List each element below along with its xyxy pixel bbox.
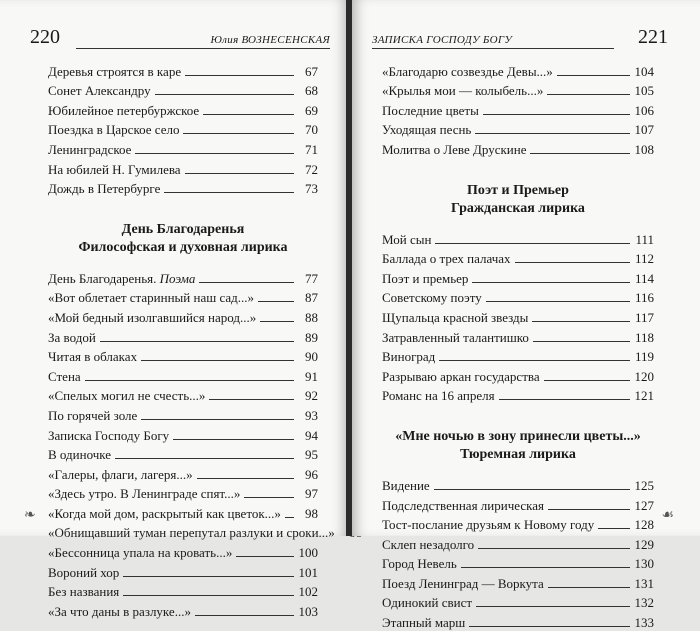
entry-title: Деревья строятся в каре	[48, 63, 182, 79]
entry-page-number: 107	[634, 122, 654, 138]
entry-page-number: 118	[634, 329, 654, 345]
entry-page-number: 103	[298, 603, 318, 619]
entry-title: Ленинградское	[48, 141, 132, 157]
entry-page-number: 117	[634, 309, 654, 325]
entry-title: Уходящая песнь	[382, 122, 472, 138]
entry-title: День Благодаренья. Поэма	[48, 270, 196, 286]
leader-line	[155, 94, 294, 95]
entry-page-number: 108	[634, 141, 654, 157]
toc-entry	[382, 99, 654, 119]
page-number: 220	[30, 26, 60, 48]
entry-page-number: 68	[305, 83, 318, 99]
entry-page-number: 94	[305, 427, 318, 443]
entry-title: Дождь в Петербурге	[48, 181, 161, 197]
toc-entry	[48, 365, 318, 385]
toc-entry	[382, 533, 654, 553]
toc-entry	[48, 424, 318, 444]
leader-line	[483, 114, 630, 115]
entry-page-number: 106	[634, 102, 654, 118]
entry-title: Советскому поэту	[382, 290, 482, 306]
leader-line	[547, 94, 630, 95]
section-title: «Мне ночью в зону принесли цветы...»	[395, 429, 641, 445]
section-subtitle: Философская и духовная лирика	[78, 240, 288, 256]
entry-page-number: 95	[305, 447, 318, 463]
entry-title: Стена	[48, 368, 81, 384]
leader-line	[141, 419, 294, 420]
toc-entry	[48, 385, 318, 405]
leader-line	[185, 173, 294, 174]
entry-title: Одинокий свист	[382, 595, 473, 611]
leader-line	[183, 133, 294, 134]
entry-page-number: 105	[634, 83, 654, 99]
toc-entry	[48, 80, 318, 100]
entry-title: Этапный марш	[382, 615, 466, 631]
entry-title: Поездка в Царское село	[48, 122, 180, 138]
leader-line	[209, 399, 294, 400]
entry-page-number: 71	[305, 141, 318, 157]
leader-line	[135, 153, 294, 154]
entry-page-number: 132	[634, 595, 654, 611]
toc-entry	[48, 522, 335, 542]
leader-line	[285, 517, 294, 518]
toc-entry	[382, 80, 654, 100]
toc-entry	[382, 248, 654, 268]
entry-title: «За что даны в разлуке...»	[48, 603, 191, 619]
leader-line	[557, 75, 630, 76]
entry-title: Затравленный талантишко	[382, 329, 529, 345]
entry-page-number: 125	[634, 477, 654, 493]
leader-line	[435, 243, 630, 244]
leader-line	[164, 192, 294, 193]
toc-entry	[382, 119, 654, 139]
section-title: День Благодаренья	[121, 222, 245, 238]
entry-page-number: 116	[634, 290, 654, 306]
leader-line	[478, 548, 630, 549]
section-title: Поэт и Премьер	[467, 182, 569, 198]
leader-line	[258, 301, 294, 302]
entry-title: «Галеры, флаги, лагеря...»	[48, 466, 193, 482]
leader-line	[475, 133, 630, 134]
entry-page-number: 69	[305, 102, 318, 118]
entry-page-number: 127	[634, 497, 654, 513]
toc-entry	[382, 306, 654, 326]
entry-page-number: 114	[634, 270, 654, 286]
leader-line	[548, 509, 630, 510]
toc-entry	[382, 326, 654, 346]
leader-line	[544, 380, 630, 381]
entry-page-number: 97	[305, 486, 318, 502]
leader-line	[469, 626, 630, 627]
entry-title: Поезд Ленинград — Воркута	[382, 575, 544, 591]
toc-entry	[382, 572, 654, 592]
entry-page-number: 131	[634, 575, 654, 591]
toc-entry	[382, 553, 654, 573]
toc-entry	[382, 60, 654, 80]
toc-entry	[48, 60, 318, 80]
leader-line	[173, 439, 294, 440]
entry-title: «Спелых могил не счесть...»	[48, 388, 206, 404]
leader-line	[100, 341, 294, 342]
leader-line	[236, 556, 294, 557]
entry-title: «Обнищавший туман перепутал разлуки и сроки...»	[48, 525, 335, 541]
leader-line	[123, 595, 294, 596]
entry-page-number: 92	[305, 388, 318, 404]
entry-title: Щупальца красной звезды	[382, 309, 529, 325]
entry-page-number: 88	[305, 309, 318, 325]
entry-page-number: 100	[298, 545, 318, 561]
entry-page-number: 128	[634, 517, 654, 533]
entry-title: Тост-послание друзьям к Новому году	[382, 517, 595, 533]
left-page	[0, 0, 348, 619]
flourish-ornament-icon: ❧	[24, 508, 36, 523]
toc-entry	[48, 483, 318, 503]
entry-title: Читая в облаках	[48, 349, 138, 365]
leader-line	[598, 528, 630, 529]
toc-entry	[48, 463, 318, 483]
entry-page-number: 67	[305, 63, 318, 79]
leader-line	[141, 360, 294, 361]
entry-page-number: 91	[305, 368, 318, 384]
entry-title: За водой	[48, 329, 96, 345]
toc-entry	[382, 494, 654, 514]
toc-entry	[382, 365, 654, 385]
toc-entry	[48, 502, 318, 522]
header-rule	[372, 48, 614, 49]
entry-title: Сонет Александру	[48, 83, 151, 99]
leader-line	[476, 606, 630, 607]
entry-page-number: 104	[634, 63, 654, 79]
toc-entry	[48, 561, 318, 581]
toc-entry	[48, 287, 318, 307]
entry-page-number: 129	[634, 536, 654, 552]
entry-title: Вороний хор	[48, 564, 120, 580]
entry-page-number: 96	[305, 466, 318, 482]
entry-title: Записка Господу Богу	[48, 427, 170, 443]
toc-entry	[48, 267, 318, 287]
entry-title: Склеп незадолго	[382, 536, 475, 552]
section-subtitle: Тюремная лирика	[460, 447, 576, 463]
leader-line	[260, 321, 294, 322]
entry-title: Город Невель	[382, 556, 457, 572]
header-rule	[76, 48, 330, 49]
flourish-ornament-icon: ☙	[661, 508, 674, 523]
entry-title: «Вот облетает старинный наш сад...»	[48, 290, 255, 306]
toc-entry	[48, 404, 318, 424]
entry-title: «Когда мой дом, раскрытый как цветок...»	[48, 505, 281, 521]
leader-line	[85, 380, 294, 381]
entry-title-italic: Поэма	[159, 270, 196, 286]
entry-page-number: 101	[298, 564, 318, 580]
entry-title: Молитва о Леве Друскине	[382, 141, 527, 157]
leader-line	[472, 282, 630, 283]
toc-entry	[382, 228, 654, 248]
leader-line	[115, 458, 294, 459]
toc-entry	[382, 474, 654, 494]
entry-title: Виноград	[382, 349, 436, 365]
toc-entry	[48, 346, 318, 366]
toc-entry	[382, 138, 654, 158]
leader-line	[499, 399, 630, 400]
toc-entry	[48, 99, 318, 119]
entry-page-number: 72	[305, 161, 318, 177]
toc-entry	[48, 326, 318, 346]
entry-page-number: 112	[634, 251, 654, 267]
entry-title: Мой сын	[382, 231, 432, 247]
toc-entry	[48, 119, 318, 139]
leader-line	[486, 301, 630, 302]
toc-entry	[382, 385, 654, 405]
section-subtitle: Гражданская лирика	[451, 200, 585, 216]
toc-entry	[48, 444, 318, 464]
entry-title: «Благодарю созвездье Девы...»	[382, 63, 553, 79]
leader-line	[530, 153, 630, 154]
entry-title: Разрываю аркан государства	[382, 368, 540, 384]
entry-page-number: 98	[305, 505, 318, 521]
leader-line	[195, 615, 294, 616]
toc-entries	[382, 60, 654, 631]
leader-line	[199, 282, 294, 283]
toc-entries	[48, 60, 335, 620]
entry-title: «Здесь утро. В Ленинграде спят...»	[48, 486, 241, 502]
toc-entry	[382, 592, 654, 612]
entry-title: Поэт и премьер	[382, 270, 469, 286]
toc-entry	[48, 306, 318, 326]
entry-title: «Крылья мои — колыбель...»	[382, 83, 544, 99]
entry-page-number: 77	[305, 270, 318, 286]
entry-page-number: 90	[305, 349, 318, 365]
entry-title: «Бессонница упала на кровать...»	[48, 545, 233, 561]
leader-line	[439, 360, 630, 361]
entry-title: Баллада о трех палачах	[382, 251, 511, 267]
leader-line	[203, 114, 294, 115]
leader-line	[532, 321, 630, 322]
entry-page-number: 121	[634, 388, 654, 404]
toc-entry	[382, 287, 654, 307]
entry-title: На юбилей Н. Гумилева	[48, 161, 181, 177]
toc-entry	[48, 600, 318, 620]
leader-line	[244, 497, 294, 498]
toc-entry	[48, 158, 318, 178]
entry-page-number: 119	[634, 349, 654, 365]
toc-entry	[48, 138, 318, 158]
entry-title: Без названия	[48, 584, 120, 600]
entry-page-number: 87	[305, 290, 318, 306]
leader-line	[533, 341, 630, 342]
toc-entry	[48, 178, 318, 198]
running-head: ЗАПИСКА ГОСПОДУ БОГУ	[372, 34, 513, 46]
entry-page-number: 133	[634, 615, 654, 631]
entry-title: Юбилейное петербуржское	[48, 102, 200, 118]
entry-title: Подследственная лирическая	[382, 497, 544, 513]
entry-page-number: 102	[298, 584, 318, 600]
leader-line	[197, 478, 294, 479]
entry-title: В одиночке	[48, 447, 112, 463]
leader-line	[434, 489, 630, 490]
entry-page-number: 89	[305, 329, 318, 345]
leader-line	[548, 587, 630, 588]
entry-title: «Мой бедный изолгавшийся народ...»	[48, 309, 257, 325]
leader-line	[515, 262, 630, 263]
toc-entry	[382, 611, 654, 631]
entry-title: Романс на 16 апреля	[382, 388, 495, 404]
entry-title: Последние цветы	[382, 102, 479, 118]
right-page	[352, 0, 700, 631]
entry-title: Видение	[382, 477, 430, 493]
running-head: Юлия ВОЗНЕСЕНСКАЯ	[210, 34, 330, 46]
entry-page-number: 70	[305, 122, 318, 138]
leader-line	[185, 75, 294, 76]
entry-page-number: 130	[634, 556, 654, 572]
toc-entry	[48, 541, 318, 561]
entry-page-number: 73	[305, 181, 318, 197]
entry-title: По горячей золе	[48, 407, 138, 423]
toc-entry	[382, 267, 654, 287]
entry-page-number: 120	[634, 368, 654, 384]
leader-line	[461, 567, 630, 568]
toc-entry	[48, 581, 318, 601]
page-number: 221	[638, 26, 668, 48]
entry-page-number: 111	[635, 231, 654, 247]
toc-entry	[382, 346, 654, 366]
toc-entry	[382, 514, 654, 534]
leader-line	[123, 576, 294, 577]
entry-page-number: 93	[305, 407, 318, 423]
